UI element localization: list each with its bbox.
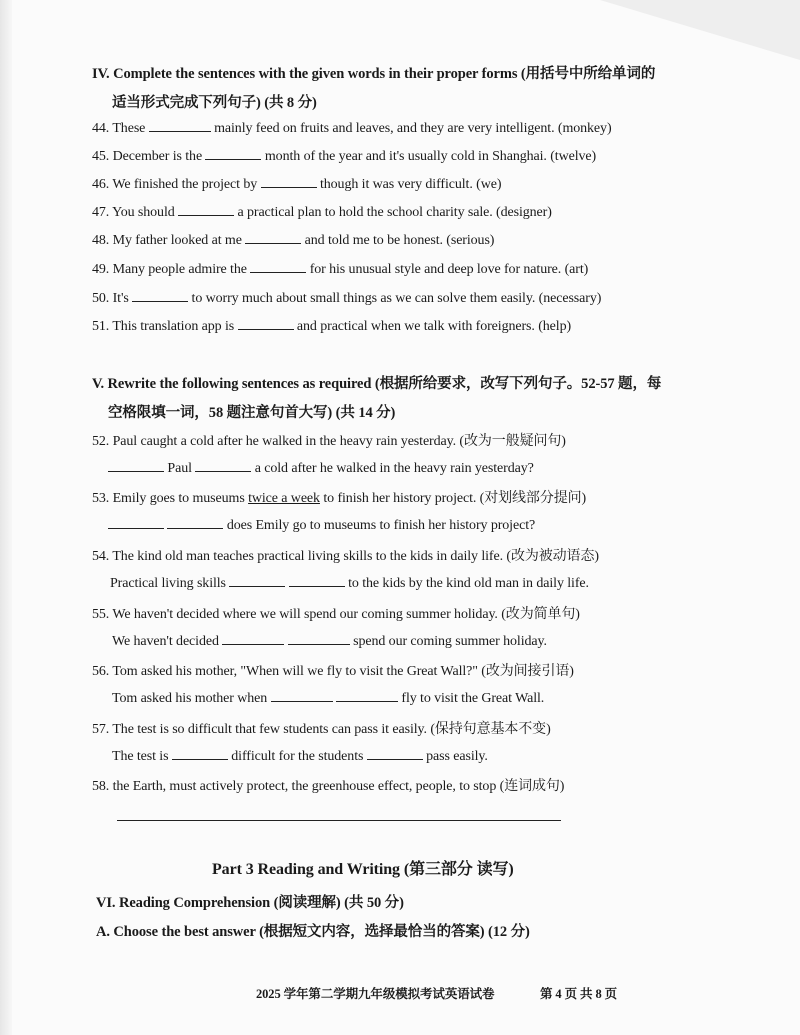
question-57: 57. The test is so difficult that few students can pass it easily. (保持句意基本不变) [92,722,551,737]
question-45: 45. December is the month of the year and it's usually cold in Shanghai. (twelve) [92,149,597,164]
answer-blank[interactable] [149,119,211,132]
answer-blank[interactable] [289,574,345,587]
section-v-title: V. Rewrite the following sentences as required (根据所给要求，改写下列句子。52-57 题，每 [92,376,662,392]
answer-blank[interactable] [178,203,234,216]
section-v-title-cont: 空格限填一词，58 题注意句首大写) (共 14 分) [108,405,396,421]
answer-blank[interactable] [222,632,284,645]
question-44: 44. These mainly feed on fruits and leaves, and they are very intelligent. (monkey) [92,121,612,136]
answer-blank[interactable] [288,632,350,645]
section-a-title: A. Choose the best answer (根据短文内容，选择最恰当的答案) (12 分) [96,924,530,940]
question-54: 54. The kind old man teaches practical living skills to the kids in daily life. (改为被动语态) [92,549,599,564]
answer-blank[interactable] [195,459,251,472]
footer-exam-title: 2025 学年第二学期九年级模拟考试英语试卷 [256,987,495,1001]
answer-blank[interactable] [172,747,228,760]
answer-blank[interactable] [205,147,261,160]
answer-blank[interactable] [238,317,294,330]
answer-blank[interactable] [108,459,164,472]
answer-blank[interactable] [250,260,306,273]
question-56-answer: Tom asked his mother when fly to visit the Great Wall. [112,691,545,706]
answer-blank[interactable] [261,175,317,188]
question-53: 53. Emily goes to museums twice a week to finish her history project. (对划线部分提问) [92,491,587,506]
question-53-answer: does Emily go to museums to finish her history project? [108,516,535,534]
question-54-answer: Practical living skills to the kids by the kind old man in daily life. [110,576,589,591]
question-47: 47. You should a practical plan to hold the school charity sale. (designer) [92,205,552,220]
answer-blank[interactable] [245,231,301,244]
section-iv-title-cont: 适当形式完成下列句子) (共 8 分) [112,95,317,111]
question-46: 46. We finished the project by though it was very difficult. (we) [92,177,502,192]
question-52: 52. Paul caught a cold after he walked in the heavy rain yesterday. (改为一般疑问句) [92,434,566,449]
question-49: 49. Many people admire the for his unusual style and deep love for nature. (art) [92,262,589,277]
answer-blank[interactable] [271,689,333,702]
answer-writing-line[interactable] [117,820,561,821]
answer-blank[interactable] [336,689,398,702]
part-3-title: Part 3 Reading and Writing (第三部分 读写) [212,861,514,878]
page-corner-fold [600,0,800,60]
question-48: 48. My father looked at me and told me to be honest. (serious) [92,233,495,248]
section-vi-title: VI. Reading Comprehension (阅读理解) (共 50 分) [96,895,404,911]
question-51: 51. This translation app is and practical when we talk with foreigners. (help) [92,319,572,334]
footer-page-number: 第 4 页 共 8 页 [540,987,618,1001]
question-55-answer: We haven't decided spend our coming summer holiday. [112,634,547,649]
answer-blank[interactable] [367,747,423,760]
question-55: 55. We haven't decided where we will spend our coming summer holiday. (改为简单句) [92,607,580,622]
question-56: 56. Tom asked his mother, "When will we fly to visit the Great Wall?" (改为间接引语) [92,664,574,679]
answer-blank[interactable] [132,289,188,302]
section-iv-title: IV. Complete the sentences with the given words in their proper forms (用括号中所给单词的 [92,66,656,82]
question-52-answer: Paul a cold after he walked in the heavy rain yesterday? [108,459,534,477]
question-58: 58. the Earth, must actively protect, the greenhouse effect, people, to stop (连词成句) [92,779,565,794]
answer-blank[interactable] [167,516,223,529]
question-50: 50. It's to worry much about small things as we can solve them easily. (necessary) [92,291,602,306]
answer-blank[interactable] [108,516,164,529]
answer-blank[interactable] [229,574,285,587]
page-edge-shadow [0,0,12,1035]
underlined-phrase: twice a week [248,491,320,506]
question-57-answer: The test is difficult for the students pass easily. [112,749,488,764]
